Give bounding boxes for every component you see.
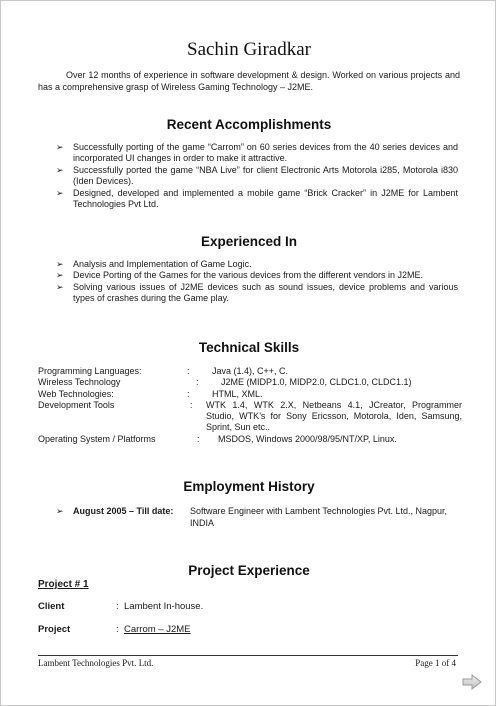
skill-value: HTML, XML. <box>212 388 263 399</box>
skill-value: Java (1.4), C++, C. <box>212 366 289 376</box>
arrow-bullet-icon: ➢ <box>56 281 64 292</box>
skill-label: Programming Languages: <box>38 366 142 376</box>
skill-value: MSDOS, Windows 2000/98/95/NT/XP, Linux. <box>218 433 397 444</box>
candidate-name: Sachin Giradkar <box>187 39 311 60</box>
arrow-bullet-icon: ➢ <box>56 270 64 281</box>
skill-label: Wireless Technology <box>38 377 121 388</box>
employment-role: Software Engineer with Lambent Technologies Pvt. Ltd., Nagpur, INDIA <box>190 506 447 528</box>
project-label: Project <box>38 624 71 635</box>
skill-row: Wireless Technology : J2ME (MIDP1.0, MIDP2.0, CLDC1.0, CLDC1.1) <box>38 377 468 388</box>
skill-label: Web Technologies: <box>38 388 114 399</box>
skill-value: WTK 1.4, WTK 2.X, Netbeans 4.1, JCreator, Programmer Studio, WTK’s for Sony Ericsson, Motorola, Iden, Samsung, Sprint, Sun etc.. <box>206 399 462 433</box>
project-name-link[interactable]: Carrom – J2ME <box>124 624 191 635</box>
footer-page-number: Page 1 of 4 <box>415 658 456 668</box>
skill-row: Programming Languages: : Java (1.4), C++, C. <box>38 366 468 377</box>
arrow-bullet-icon: ➢ <box>56 506 64 516</box>
list-item: ➢ Designed, developed and implemented a mobile game “Brick Cracker” in J2ME for Lambent Technologies Pvt Ltd. <box>56 187 458 210</box>
list-item: ➢ Analysis and Implementation of Game Logic. <box>56 259 252 269</box>
list-item: ➢ Successfully porting of the game “Carrom” on 60 series devices from the 40 series devices and incorporated UI changes in order to make it attractive. <box>56 142 458 164</box>
client-label: Client <box>38 601 65 612</box>
next-page-arrow-icon[interactable] <box>461 673 483 691</box>
list-item: ➢ Solving various issues of J2ME devices such as sound issues, device problems and various types of crashes during the Game play. <box>56 281 458 304</box>
technical-skills-heading: Technical Skills <box>198 340 300 355</box>
skill-row: Operating System / Platforms : MSDOS, Windows 2000/98/95/NT/XP, Linux. <box>38 434 468 445</box>
skill-row: Development Tools : WTK 1.4, WTK 2.X, Netbeans 4.1, JCreator, Programmer Studio, WTK’s for Sony Ericsson, Motorola, Iden, Samsung, Sprint, Sun etc.. <box>38 399 462 433</box>
skill-label: Development Tools <box>38 399 115 410</box>
client-value: Lambent In-house. <box>124 601 204 612</box>
project-number: Project # 1 <box>38 579 89 590</box>
footer-divider <box>38 655 458 656</box>
skill-label: Operating System / Platforms <box>38 433 156 444</box>
arrow-bullet-icon: ➢ <box>56 142 64 152</box>
footer-company: Lambent Technologies Pvt. Ltd. <box>38 658 154 668</box>
technical-skills-table <box>38 366 468 445</box>
accomplishments-list <box>1 142 458 210</box>
skill-value: J2ME (MIDP1.0, MIDP2.0, CLDC1.0, CLDC1.1) <box>221 377 412 388</box>
list-item: ➢ Device Porting of the Games for the various devices from the different vendors in J2ME. <box>56 270 423 281</box>
accomplishments-heading: Recent Accomplishments <box>166 117 332 132</box>
arrow-bullet-icon: ➢ <box>56 187 64 198</box>
list-item: ➢ Successfully ported the game “NBA Live” for client Electronic Arts Motorola i285, Motorola i830 (Iden Devices). <box>56 164 458 187</box>
resume-page: Sachin Giradkar Over 12 months of experience in software development & design. Worked on various projects and has a comprehensive grasp of Wireless Gaming Technology – J2ME. Recent Accomplishments ➢ Successfully porting of the game “Carrom” on 60 series devices from the 40 series devices and incorporated UI changes in order to make it attractive. ➢ Successfully ported the game “NBA Live” for client Electronic Arts Motorola i285, Motorola i830 (Iden Devices). ➢ Designed, developed and implemented a mobile game “Brick Cracker” in J2ME for Lambent Technologies Pvt Ltd. Experienced In ➢ Analysis and Implementation of Game Logic. ➢ Device Porting of the Games for the various devices from the different vendors in J2ME. ➢ Solving various issues of J2ME devices such as sound issues, device problems and various types of crashes during the Game play. Technical Skills Programming Languages: : Java (1.4), C++, C. Wireless Technology : J2ME (MIDP1.0, MIDP2.0, CLDC1.0, CLDC1.1) Web Technologies: : HTML, XML. Development Tools : WTK 1.4, WTK 2.X, Netbeans 4.1, JCreator, Programmer Studio, WTK’s for Sony Ericsson, Motorola, Iden, Samsung, Sprint, Sun etc.. Operating System / Platforms : MSDOS, Windows 2000/98/95/NT/XP, Linux. Employment History ➢ August 2005 – Till date: Software Engineer with Lambent Technologies Pvt. Ltd., Nagpur, INDIA Project Experience Project # 1 Client : Lambent In-house. Project : Carrom – J2ME Lambent Technologies Pvt. Ltd. Page 1 of 4 <box>0 0 496 706</box>
project-experience-heading: Project Experience <box>188 563 310 578</box>
experienced-in-heading: Experienced In <box>200 234 298 249</box>
employment-date: August 2005 – Till date: <box>73 506 174 516</box>
next-page-arrow-shape <box>461 673 483 691</box>
employment-history-heading: Employment History <box>183 479 315 494</box>
arrow-bullet-icon: ➢ <box>56 259 64 269</box>
skill-row: Web Technologies: : HTML, XML. <box>38 389 468 400</box>
profile-summary: Over 12 months of experience in software development & design. Worked on various projects and has a comprehensive grasp of Wireless Gaming Technology – J2ME. <box>38 70 460 92</box>
arrow-bullet-icon: ➢ <box>56 164 64 175</box>
experienced-in-list <box>1 259 458 305</box>
